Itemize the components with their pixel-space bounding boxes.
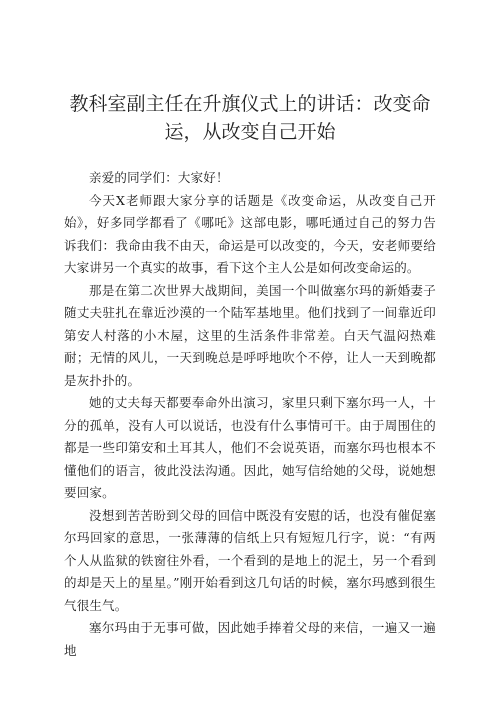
paragraph-greeting: 亲爱的同学们：大家好！ <box>89 170 229 185</box>
paragraph-story-setting: 那是在第二次世界大战期间，美国一个叫做塞尔玛的新婚妻子随丈夫驻扎在靠近沙漠的一个陆军基地里。他们找到了一间靠近印第安人村落的小木屋，这里的生活条件非常差。白天气温闷热难耐；无情的风儿，一天到晚总是呼呼地吹个不停，让人一天到晚都是灰扑扑的。 <box>64 282 436 388</box>
document-title: 教科室副主任在升旗仪式上的讲话：改变命运，从改变自己开始 <box>69 93 431 143</box>
document-body <box>64 167 436 662</box>
paragraph-parents-letter: 没想到苦苦盼到父母的回信中既没有安慰的话，也没有催促塞尔玛回家的意思，一张薄薄的信纸上只有短短几行字，说：“有两个人从监狱的铁窗往外看，一个看到的是地上的泥土，另一个看到的却是天上的星星。”刚开始看到这几句话的时候，塞尔玛感到很生气很生气。 <box>64 507 436 613</box>
paragraph-intro: 今天X老师跟大家分享的话题是《改变命运，从改变自己开始》，好多同学都看了《哪吒》这部电影，哪吒通过自己的努力告诉我们：我命由我不由天，命运是可以改变的，今天，安老师要给大家讲另一个真实的故事，看下这个主人公是如何改变命运的。 <box>64 192 436 275</box>
paragraph-loneliness: 她的丈夫每天都要奉命外出演习，家里只剩下塞尔玛一人，十分的孤单，没有人可以说话，也没有什么事情可干。由于周围住的都是一些印第安和土耳其人，他们不会说英语，而塞尔玛也根本不懂他们的语言，彼此没法沟通。因此，她写信给她的父母，说她想要回家。 <box>64 395 436 500</box>
paragraph-rereading: 塞尔玛由于无事可做，因此她手捧着父母的来信，一遍又一遍地 <box>64 620 436 658</box>
